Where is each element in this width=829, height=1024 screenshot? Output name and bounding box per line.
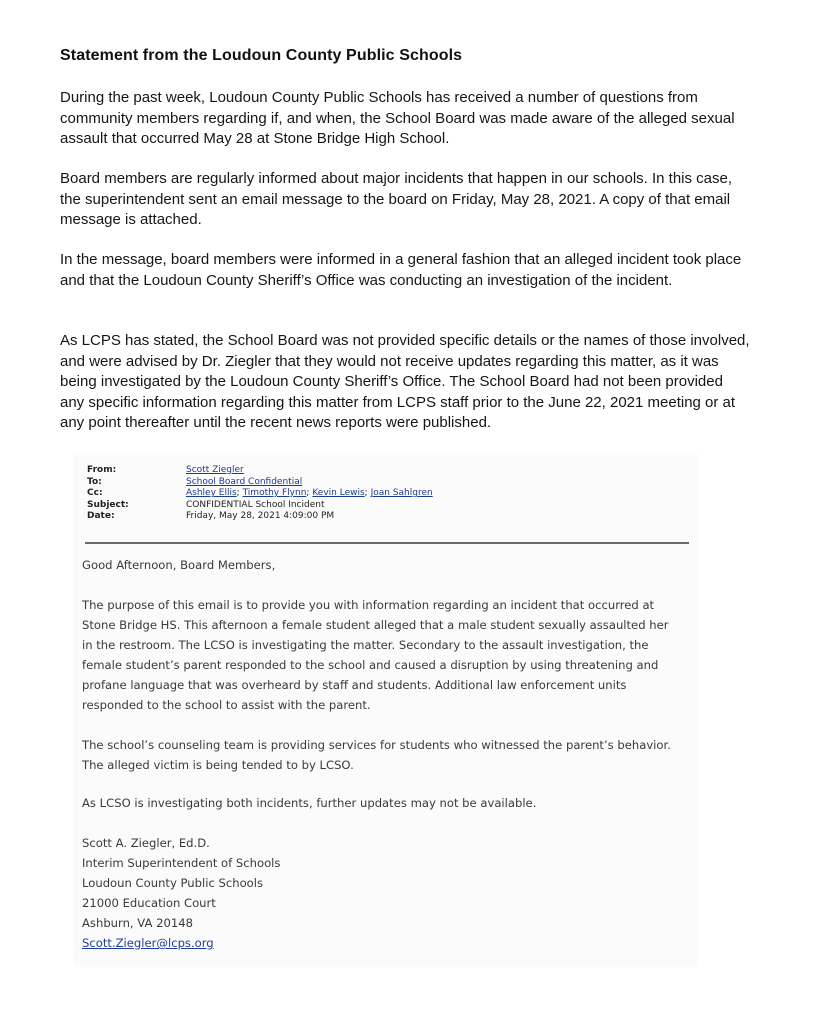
email-body-paragraph: The purpose of this email is to provide you with information regarding an incident that occurred at Stone Bridge HS. This afternoon a female student alleged that a male student sexually assaulted her in the restroom. The LCSO is investigating the matter. Secondary to the assault investigation, the female student’s parent responded to the school and caused a disruption by using threatening and profane language that was overheard by staff and students. Additional law enforcement units responded to the school to assist with the parent.: [82, 598, 669, 712]
cc-link-ashley-ellis[interactable]: Ashley Ellis: [186, 488, 237, 499]
email-greeting: Good Afternoon, Board Members,: [82, 558, 276, 572]
email-subject-row: [87, 500, 687, 512]
signature-email-link[interactable]: Scott.Ziegler@lcps.org: [82, 936, 214, 950]
email-signature: [82, 833, 482, 953]
email-scan: [73, 455, 699, 967]
to-label: To:: [87, 476, 102, 487]
signature-role: Interim Superintendent of Schools: [82, 856, 281, 870]
signature-street: 21000 Education Court: [82, 896, 216, 910]
date-label: Date:: [87, 511, 115, 522]
subject-value: CONFIDENTIAL School Incident: [186, 499, 325, 510]
cc-link-joan-sahlgren[interactable]: Joan Sahlgren: [370, 488, 433, 499]
email-to-row: [87, 477, 687, 489]
cc-separator: ;: [364, 488, 368, 499]
statement-paragraph: Board members are regularly informed about major incidents that happen in our schools. In this case, the superintendent sent an email message to the board on Friday, May 28, 2021. A copy of that email message is attached.: [60, 170, 733, 228]
email-body-paragraph: The school’s counseling team is providing services for students who witnessed the parent’s behavior. The alleged victim is being tended to by LCSO.: [82, 738, 671, 772]
cc-link-timothy-flynn[interactable]: Timothy Flynn: [242, 488, 307, 499]
header-divider: [85, 542, 689, 544]
statement-paragraph: As LCPS has stated, the School Board was not provided specific details or the names of those involved, and were advised by Dr. Ziegler that they would not receive updates regarding this matter, as it was being investigated by the Loudoun County Sheriff’s Office. The School Board had not been provided any specific information regarding this matter from LCPS staff prior to the June 22, 2021 meeting or at any point thereafter until the recent news reports were published.: [60, 332, 750, 431]
from-link[interactable]: Scott Ziegler: [186, 465, 244, 475]
to-link[interactable]: School Board Confidential: [186, 476, 303, 487]
cc-link-kevin-lewis[interactable]: Kevin Lewis: [312, 488, 365, 499]
email-from-row: [87, 465, 687, 477]
email-cc-row: [87, 488, 687, 500]
signature-city: Ashburn, VA 20148: [82, 916, 193, 930]
cc-list: [186, 488, 433, 500]
statement-paragraph: In the message, board members were informed in a general fashion that an alleged incident took place and that the Loudoun County Sheriff’s Office was conducting an investigation of the incident.: [60, 251, 742, 289]
cc-separator: ;: [306, 488, 310, 499]
cc-separator: ;: [236, 488, 240, 499]
signature-name: Scott A. Ziegler, Ed.D.: [82, 836, 210, 850]
statement-paragraph: During the past week, Loudoun County Public Schools has received a number of questions from community members regarding if, and when, the School Board was made aware of the alleged sexual assault that occurred May 28 at Stone Bridge High School.: [60, 89, 735, 147]
email-date-row: [87, 511, 687, 523]
statement-title: Statement from the Loudoun County Public Schools: [60, 47, 463, 64]
date-value: Friday, May 28, 2021 4:09:00 PM: [186, 511, 335, 522]
email-body-paragraph: As LCSO is investigating both incidents, further updates may not be available.: [82, 796, 537, 810]
signature-org: Loudoun County Public Schools: [82, 876, 264, 890]
email-header: [87, 465, 687, 523]
subject-label: Subject:: [87, 499, 129, 510]
cc-label: Cc:: [87, 488, 103, 499]
from-label: From:: [87, 465, 117, 475]
